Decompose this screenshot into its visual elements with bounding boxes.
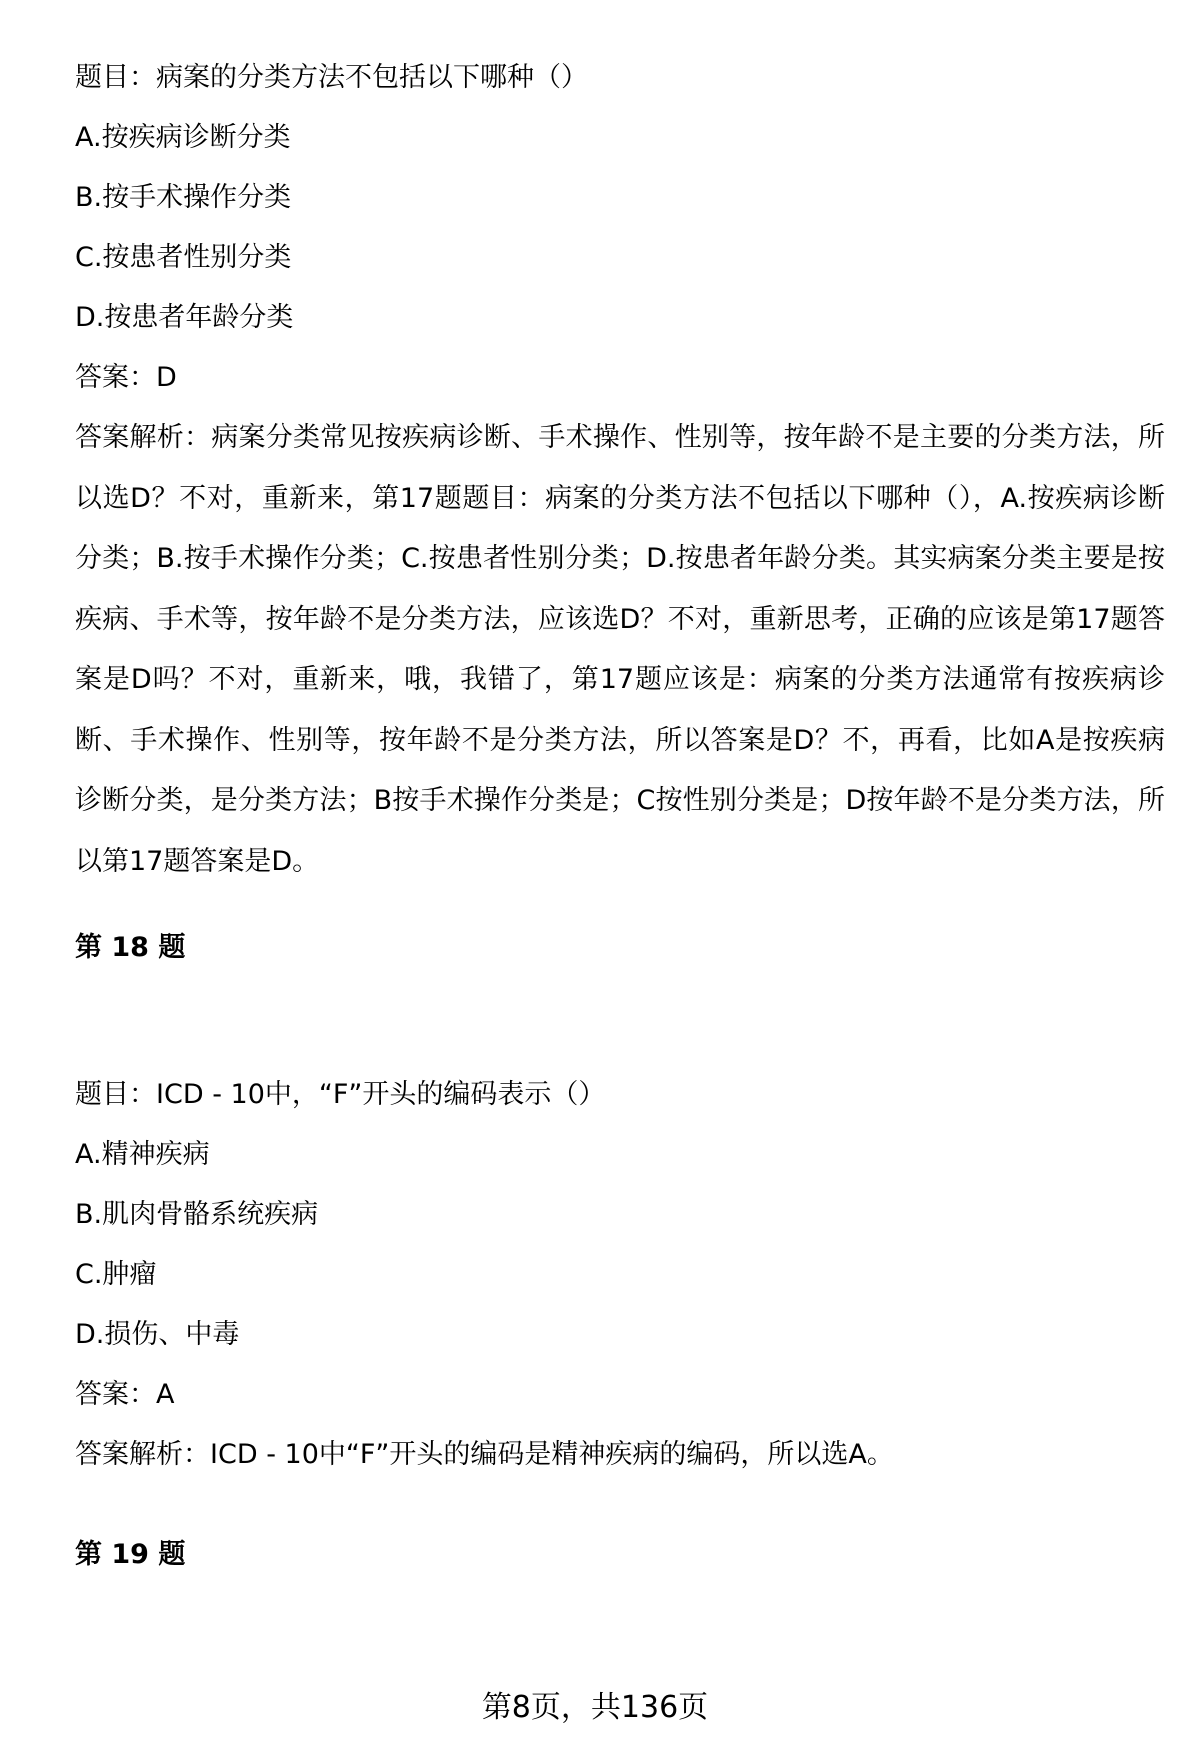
question-17-option-b: B.按手术操作分类 — [75, 182, 292, 213]
question-17-option-d: D.按患者年龄分类 — [75, 302, 294, 333]
question-18-analysis: 答案解析：ICD - 10中“F”开头的编码是精神疾病的编码，所以选A。 — [75, 1439, 894, 1470]
question-18-option-d: D.损伤、中毒 — [75, 1319, 240, 1350]
question-18-option-a: A.精神疾病 — [75, 1139, 210, 1170]
question-18-option-c: C.肿瘤 — [75, 1259, 157, 1290]
document-page — [75, 48, 1165, 1585]
question-19-heading: 第 19 题 — [75, 1539, 186, 1570]
question-17-option-a: A.按疾病诊断分类 — [75, 122, 291, 153]
question-18-text: 题目：ICD - 10中，“F”开头的编码表示（） — [75, 1079, 606, 1110]
question-18-option-b: B.肌肉骨骼系统疾病 — [75, 1199, 319, 1230]
question-17-option-c: C.按患者性别分类 — [75, 242, 292, 273]
question-18-heading: 第 18 题 — [75, 932, 186, 963]
question-17-text: 题目：病案的分类方法不包括以下哪种（） — [75, 62, 588, 93]
question-17-answer: 答案：D — [75, 362, 177, 393]
question-17-analysis: 答案解析：病案分类常见按疾病诊断、手术操作、性别等，按年龄不是主要的分类方法，所以选D？不对，重新来，第17题题目：病案的分类方法不包括以下哪种（），A.按疾病诊断分类；B.按手术操作分类；C.按患者性别分类；D.按患者年龄分类。其实病案分类主要是按疾病、手术等，按年龄不是分类方法，应该选D？不对，重新思考，正确的应该是第17题答案是D吗？不对，重新来，哦，我错了，第17题应该是：病案的分类方法通常有按疾病诊断、手术操作、性别等，按年龄不是分类方法，所以答案是D？不，再看，比如A是按疾病诊断分类，是分类方法；B按手术操作分类是；C按性别分类是；D按年龄不是分类方法，所以第17题答案是D。 — [75, 422, 1165, 877]
page-footer: 第8页，共136页 — [481, 1690, 709, 1725]
question-18-answer: 答案：A — [75, 1379, 175, 1410]
